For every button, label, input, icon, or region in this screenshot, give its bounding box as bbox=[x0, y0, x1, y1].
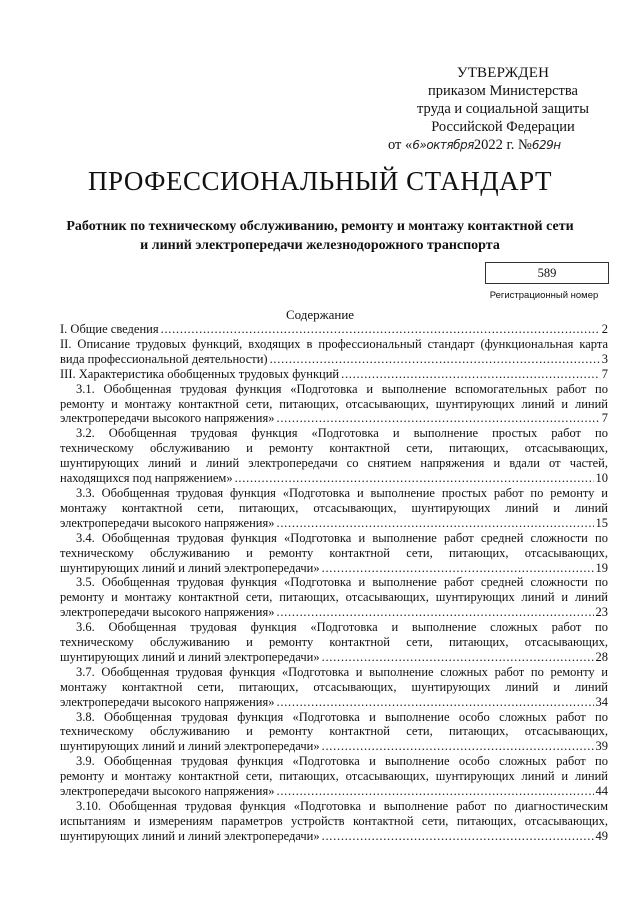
toc-dot-leader bbox=[322, 739, 594, 754]
toc-entry-line: II. Описание трудовых функций, входящих в профессиональный стандарт (функциональная карта bbox=[60, 336, 608, 351]
toc-dot-leader bbox=[161, 322, 600, 337]
toc-entry-text: шунтирующих линий и линий электропередачи» bbox=[60, 739, 320, 754]
toc-page-number: 10 bbox=[595, 471, 608, 486]
toc-entry-line: 3.9. Обобщенная трудовая функция «Подготовка и выполнение особо сложных работ по bbox=[76, 754, 608, 769]
subtitle-line-2: и линий электропередачи железнодорожного транспорта bbox=[140, 238, 500, 253]
toc-entry bbox=[60, 426, 608, 486]
toc-entry-last-line bbox=[60, 352, 608, 367]
toc-entry-last-line bbox=[60, 471, 608, 486]
toc-entry bbox=[60, 799, 608, 844]
toc-entry bbox=[60, 531, 608, 576]
toc-title: Содержание bbox=[285, 307, 355, 322]
toc-entry-text: шунтирующих линий и линий электропередачи» bbox=[60, 560, 320, 575]
toc-entry bbox=[60, 710, 608, 755]
toc-entry bbox=[60, 486, 608, 531]
toc-entry-text: находящихся под напряжением» bbox=[60, 471, 233, 486]
toc-dot-leader bbox=[276, 695, 593, 710]
toc-entry-last-line bbox=[60, 739, 608, 754]
document-title: ПРОФЕССИОНАЛЬНЫЙ СТАНДАРТ bbox=[87, 166, 553, 196]
order-date-prefix: от « bbox=[388, 137, 413, 153]
toc-dot-leader bbox=[276, 411, 599, 426]
toc-entry-text: электропередачи высокого напряжения» bbox=[60, 605, 275, 620]
approval-line-3: Российской Федерации bbox=[431, 119, 575, 135]
order-date-year: 2022 г. № bbox=[473, 137, 532, 153]
toc-dot-leader bbox=[322, 561, 594, 576]
toc-entry-line: монтажу контактной сети, питающих, отсасывающих, шунтирующих линий и линий bbox=[60, 500, 608, 515]
toc-page-number: 44 bbox=[595, 784, 608, 799]
toc-entry-line: ремонту и монтажу контактной сети, питающих, отсасывающих, шунтирующих линий и линий bbox=[60, 769, 608, 784]
toc-page-number: 49 bbox=[595, 828, 608, 843]
toc-page-number: 15 bbox=[595, 515, 608, 530]
toc-entry bbox=[60, 754, 608, 799]
toc-entry-line: техническому обслуживанию и ремонту контактной сети, питающих, отсасывающих, bbox=[60, 441, 608, 456]
toc-entry-line: техническому обслуживанию и ремонту контактной сети, питающих, отсасывающих, bbox=[60, 724, 608, 739]
approval-line-1: приказом Министерства bbox=[428, 83, 578, 99]
toc-entry-line: 3.2. Обобщенная трудовая функция «Подготовка и выполнение простых работ по bbox=[76, 426, 608, 441]
toc-entry-text: шунтирующих линий и линий электропередачи» bbox=[60, 649, 320, 664]
toc-entry-last-line bbox=[60, 516, 608, 531]
document-subtitle bbox=[40, 217, 600, 255]
toc-page-number: 28 bbox=[595, 649, 608, 664]
order-number: 629н bbox=[531, 138, 561, 152]
toc-entry-last-line bbox=[60, 322, 608, 337]
toc-entry-last-line bbox=[60, 367, 608, 382]
toc-dot-leader bbox=[276, 605, 593, 620]
toc-entry bbox=[60, 322, 608, 337]
toc-entry-line: 3.6. Обобщенная трудовая функция «Подготовка и выполнение сложных работ по bbox=[76, 620, 608, 635]
toc-entry-last-line bbox=[60, 784, 608, 799]
toc-dot-leader bbox=[270, 352, 600, 367]
toc-entry bbox=[60, 620, 608, 665]
toc-entry-line: 3.8. Обобщенная трудовая функция «Подготовка и выполнение особо сложных работ по bbox=[76, 709, 608, 724]
toc-entry-line: шунтирующих линий и линий электропередачи со снятием напряжения и вдали от частей, bbox=[60, 456, 608, 471]
toc-entry-last-line bbox=[60, 561, 608, 576]
toc-entry-last-line bbox=[60, 411, 608, 426]
toc-page-number: 39 bbox=[595, 739, 608, 754]
toc-entry-line: 3.10. Обобщенная трудовая функция «Подготовка и выполнение работ по диагностическим bbox=[76, 799, 608, 813]
toc-entry bbox=[60, 665, 608, 710]
toc-page-number: 19 bbox=[595, 560, 608, 575]
toc-entry-line: 3.7. Обобщенная трудовая функция «Подготовка и выполнение сложных работ по ремонту и bbox=[76, 664, 608, 679]
toc-page-number: 23 bbox=[595, 605, 608, 620]
toc-page-number: 7 bbox=[601, 411, 608, 426]
toc-entry-text: вида профессиональной деятельности) bbox=[60, 351, 268, 366]
registration-number-box: 589 bbox=[485, 262, 609, 284]
toc-entry-last-line bbox=[60, 695, 608, 710]
toc-entry-text: III. Характеристика обобщенных трудовых функций bbox=[60, 366, 340, 381]
toc-dot-leader bbox=[341, 367, 600, 382]
toc-entry-line: испытаниям и измерениям параметров устройств контактной сети, питающих, отсасывающих, bbox=[60, 813, 608, 828]
toc-entry bbox=[60, 367, 608, 382]
toc-entry-line: техническому обслуживанию и ремонту контактной сети, питающих, отсасывающих, bbox=[60, 635, 608, 650]
toc-entry-line: ремонту и монтажу контактной сети, питающих, отсасывающих, шунтирующих линий и линий bbox=[60, 590, 608, 605]
toc-dot-leader bbox=[276, 784, 593, 799]
table-of-contents bbox=[60, 322, 608, 844]
toc-dot-leader bbox=[276, 516, 593, 531]
approval-line-2: труда и социальной защиты bbox=[417, 101, 589, 117]
toc-dot-leader bbox=[235, 471, 594, 486]
toc-entry-text: шунтирующих линий и линий электропередачи» bbox=[60, 828, 320, 843]
toc-entry-line: монтажу контактной сети, питающих, отсасывающих, шунтирующих линий и линий bbox=[60, 679, 608, 694]
toc-entry bbox=[60, 337, 608, 367]
toc-entry-line: 3.5. Обобщенная трудовая функция «Подготовка и выполнение работ средней сложности по bbox=[76, 575, 608, 590]
order-date-day: 6 bbox=[412, 138, 420, 152]
toc-entry-last-line bbox=[60, 650, 608, 665]
toc-entry-line: 3.3. Обобщенная трудовая функция «Подготовка и выполнение простых работ по ремонту и bbox=[76, 485, 608, 500]
toc-page-number: 34 bbox=[595, 694, 608, 709]
toc-dot-leader bbox=[322, 650, 594, 665]
toc-entry-text: электропередачи высокого напряжения» bbox=[60, 411, 275, 426]
toc-entry-line: ремонту и монтажу контактной сети, питающих, отсасывающих, шунтирующих линий и линий bbox=[60, 396, 608, 411]
toc-entry-text: I. Общие сведения bbox=[60, 322, 159, 336]
toc-entry-line: 3.4. Обобщенная трудовая функция «Подготовка и выполнение работ средней сложности по bbox=[76, 530, 608, 545]
toc-page-number: 3 bbox=[601, 351, 608, 366]
toc-dot-leader bbox=[322, 829, 594, 844]
toc-entry-last-line bbox=[60, 605, 608, 620]
subtitle-line-1: Работник по техническому обслуживанию, ремонту и монтажу контактной сети bbox=[66, 219, 574, 234]
approval-order-line bbox=[388, 136, 618, 154]
order-date-month: »октября bbox=[419, 138, 474, 152]
toc-entry-line: техническому обслуживанию и ремонту контактной сети, питающих, отсасывающих, bbox=[60, 545, 608, 560]
toc-entry-last-line bbox=[60, 829, 608, 844]
toc-entry-line: 3.1. Обобщенная трудовая функция «Подготовка и выполнение вспомогательных работ по bbox=[76, 381, 608, 396]
toc-entry-text: электропередачи высокого напряжения» bbox=[60, 694, 275, 709]
approval-block bbox=[388, 64, 618, 154]
toc-page-number: 2 bbox=[601, 322, 608, 336]
toc-entry bbox=[60, 382, 608, 427]
registration-number-label: Регистрационный номер bbox=[489, 290, 599, 301]
approval-heading: УТВЕРЖДЕН bbox=[456, 65, 550, 81]
toc-entry bbox=[60, 575, 608, 620]
toc-entry-text: электропередачи высокого напряжения» bbox=[60, 515, 275, 530]
toc-page-number: 7 bbox=[601, 366, 608, 381]
toc-entry-text: электропередачи высокого напряжения» bbox=[60, 784, 275, 799]
